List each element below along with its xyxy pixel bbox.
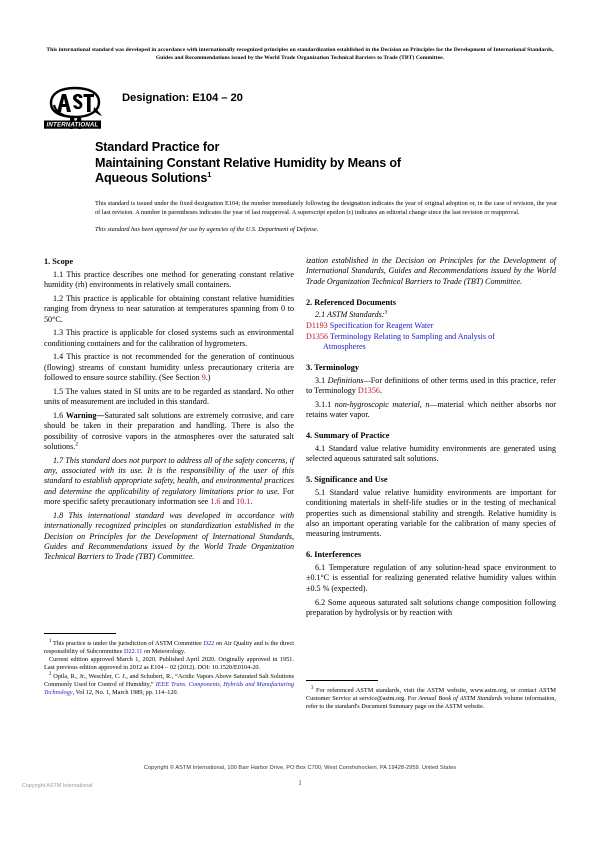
section-heading-interferences: 6. Interferences — [306, 550, 362, 560]
footnote-3-italic: Annual Book of ASTM Standards — [418, 694, 503, 702]
paragraph-3-1 — [306, 376, 556, 397]
paragraph-6-2: 6.2 Some aqueous saturated salt solutions change composition following preparation by hydrolysis or by reaction with — [306, 597, 556, 617]
paragraph-1-6-text: Saturated salt solutions are extremely corrosive, and care should be taken in their preparation and handling. There is also the possibility of corrosive vapors in the atmospheres over the saturated salt solutions. — [44, 410, 294, 452]
paragraph-3-1-1 — [306, 400, 556, 421]
left-footnotes — [44, 633, 294, 697]
reference-id-d1356[interactable]: D1356 — [306, 331, 329, 341]
link-subcommittee-d22-11[interactable]: D22.11 — [124, 647, 143, 655]
footnote-3-text-b: volume information, refer to the standard's Document Summary page on the ASTM website. — [306, 694, 556, 710]
dod-approval-statement: This standard has been approved for use by agencies of the U.S. Department of Defense. — [95, 226, 319, 234]
paragraph-1-4-text-b: .) — [205, 373, 211, 383]
section-heading-summary-of-practice: 4. Summary of Practice — [306, 430, 390, 440]
footnote-2-text-a: Opila, R., Jr., Weschler, C. J., and Schubert, R., “Acidic Vapors Above Saturated Salt Solutions Commonly Used for Control of Humidity,” — [44, 672, 294, 688]
paragraph-1-8: 1.8 This international standard was developed in accordance with internationally recognized principles on standardization established in the Decision on Principles for the Development of International Standards, Guides and Recommendations issued by the World Trade Organization Technical Barriers to Trade (TBT) Committee. — [44, 510, 294, 562]
copyright-watermark: Copyright ASTM International — [22, 783, 93, 789]
footnote-1-text-c: on Meteorology. — [142, 647, 186, 655]
paragraph-1-4 — [44, 352, 294, 383]
designation-label: Designation: E104 – 20 — [122, 92, 243, 104]
footnote-1 — [44, 640, 294, 656]
paragraph-1-7 — [44, 456, 294, 508]
paragraph-1-7-mid: and — [220, 497, 237, 507]
svg-text:INTERNATIONAL: INTERNATIONAL — [46, 121, 99, 129]
issue-statement: This standard is issued under the fixed designation E104; the number immediately following the designation indicates the year of original adoption or, in the case of revision, the year of last revision. A number in parentheses indicates the year of last reapproval. A superscript epsilon (ε) indicates an editorial change since the last revision or reapproval. — [95, 200, 557, 217]
reference-title-d1193[interactable]: Specification for Reagent Water — [329, 321, 434, 331]
issue-statement-block — [95, 199, 557, 234]
section-heading-referenced-documents: 2. Referenced Documents — [306, 297, 396, 307]
footnote-2-text-b: , Vol 12, No. 1, March 1989, pp. 114–120. — [72, 689, 179, 697]
footnote-divider — [44, 633, 116, 634]
reference-id-d1193[interactable]: D1193 — [306, 321, 328, 331]
paragraph-1-7-italic: 1.7 This standard does not purport to address all of the safety concerns, if any, associated with its use. It is the responsibility of the user of this standard to establish appropriate safety, health, and environmental practices and determine the applicability of regulatory limitations prior to use. — [44, 455, 294, 496]
link-d1356[interactable]: D1356 — [357, 386, 380, 396]
reference-title-d1356-continued[interactable]: Atmospheres — [323, 341, 366, 351]
paragraph-3-1-text: For definitions of other terms used in this practice, refer to Terminology — [306, 375, 556, 396]
paragraph-6-1: 6.1 Temperature regulation of any solution-head space environment to ±0.1°C is essential for realizing generated relative humidity values within ±0.5 % (expected). — [306, 563, 556, 593]
paragraph-1-8-overflow: ization established in the Decision on Principles for the Development of International Standards, Guides and Recommendations issued by the World Trade Organization Technical Barriers to Trade (TBT) Committee. — [306, 256, 556, 286]
title-footnote-marker: 1 — [207, 170, 212, 179]
wto-statement: This international standard was developed in accordance with internationally recognized principles on standardization established in the Decision on Principles for the Development of International Standards, Guides and Recommendations issued by the World Trade Organization Technical Barriers to Trade (TBT) Committee. — [46, 47, 554, 62]
subheading-astm-standards-text: 2.1 ASTM Standards: — [315, 310, 385, 320]
footnote-2 — [44, 673, 294, 697]
paragraph-1-2: 1.2 This practice is applicable for obtaining constant relative humidities ranging from dryness to near saturation at temperatures spanning from 0 to 50°C. — [44, 293, 294, 324]
footnote-edition-info: Current edition approved March 1, 2020. Published April 2020. Originally approved in 1951. Last previous edition approved in 2012 as E104 – 02 (2012). DOI: 10.1520/E0104-20. — [44, 656, 294, 672]
paragraph-5-1: 5.1 Standard value relative humidity environments are important for conditioning materials in shelf-life studies or in the testing of mechanical properties such as dimensional stability and strength. Relative humidity is also an important operating variable for the calibration of many species of measuring instruments. — [306, 487, 556, 539]
right-footnotes — [306, 680, 556, 711]
subheading-astm-standards — [306, 310, 556, 320]
title-line-1: Standard Practice for — [95, 140, 220, 154]
link-section-9[interactable]: 9 — [201, 373, 206, 383]
section-heading-significance-and-use: 5. Significance and Use — [306, 475, 388, 485]
astm-logo-icon — [44, 86, 112, 130]
paragraph-1-7-plain: For more specific safety precautionary information see — [44, 486, 294, 507]
footnote-1-text-b: on Air Quality and is the direct responsibility of Subcommittee — [44, 639, 294, 655]
paragraph-3-1-end: . — [379, 386, 382, 396]
footnote-1-text-a: This practice is under the jurisdiction of ASTM Committee — [51, 639, 204, 647]
link-10-1[interactable]: 10.1 — [236, 497, 251, 507]
warning-label: Warning— — [65, 410, 105, 420]
paragraph-1-3: 1.3 This practice is applicable for closed systems such as environmental conditioning containers and for the calibration of hygrometers. — [44, 328, 294, 348]
definitions-label: Definitions— — [327, 375, 371, 385]
document-title — [95, 140, 557, 187]
paragraph-1-1: 1.1 This practice describes one method for generating constant relative humidity (rh) environments in relatively small containers. — [44, 269, 294, 290]
footnote-divider-right — [306, 680, 378, 681]
reference-title-d1356[interactable]: Terminology Relating to Sampling and Analysis of — [329, 331, 495, 341]
footnote-3-text-a: For referenced ASTM standards, visit the ASTM website, www.astm.org, or contact ASTM Customer Service at service@astm.org. For — [306, 686, 556, 702]
paragraph-1-6 — [44, 411, 294, 452]
page-number: 1 — [298, 778, 302, 787]
left-column — [44, 256, 294, 566]
paragraph-4-1: 4.1 Standard value relative humidity environments are generated using selected aqueous saturated salt solutions. — [306, 443, 556, 464]
paragraph-1-5: 1.5 The values stated in SI units are to be regarded as standard. No other units of measurement are included in this standard. — [44, 386, 294, 407]
paragraph-3-1-1-number: 3.1.1 — [315, 399, 335, 409]
footnote-2-journal-title[interactable]: IEEE Trans. Components, Hybrids and Manufacturing Technology — [44, 680, 294, 697]
paragraph-1-7-end: . — [250, 497, 253, 507]
paragraph-3-1-number: 3.1 — [315, 375, 328, 385]
footnote-marker-3: 3 — [384, 309, 388, 316]
footnote-3 — [306, 687, 556, 711]
footnote-1-marker: 1 — [49, 638, 52, 644]
term-non-hygroscopic-material: non-hygroscopic material, n — [334, 399, 430, 409]
title-line-3 — [95, 171, 557, 187]
title-line-2: Maintaining Constant Relative Humidity by Means of — [95, 155, 401, 170]
link-1-6[interactable]: 1.6 — [210, 497, 221, 507]
link-committee-d22[interactable]: D22 — [203, 639, 215, 647]
footnote-marker-2: 2 — [75, 441, 79, 448]
logo-designation-row — [44, 86, 556, 132]
copyright-line: Copyright © ASTM International, 100 Barr Harbor Drive, PO Box C700, West Conshohocken, PA 19428-2959. United States — [143, 765, 457, 771]
paragraph-3-1-1-text: —material which neither absorbs nor retains water vapor. — [306, 399, 556, 420]
paragraph-1-6-number: 1.6 — [53, 410, 66, 420]
footnote-2-marker: 2 — [49, 671, 52, 677]
section-heading-terminology: 3. Terminology — [306, 362, 360, 372]
footnote-3-marker: 3 — [311, 685, 314, 691]
title-line-3-text: Aqueous Solutions — [95, 171, 208, 186]
section-heading-scope: 1. Scope — [44, 257, 74, 266]
reference-item-d1356[interactable] — [306, 332, 556, 353]
reference-item-d1193[interactable] — [306, 321, 556, 331]
paragraph-1-4-text-a: 1.4 This practice is not recommended for the generation of continuous (flowing) streams of constant humidity unless precautionary criteria are followed to ensure source stability. (See Section — [44, 352, 294, 383]
right-column — [306, 256, 556, 622]
